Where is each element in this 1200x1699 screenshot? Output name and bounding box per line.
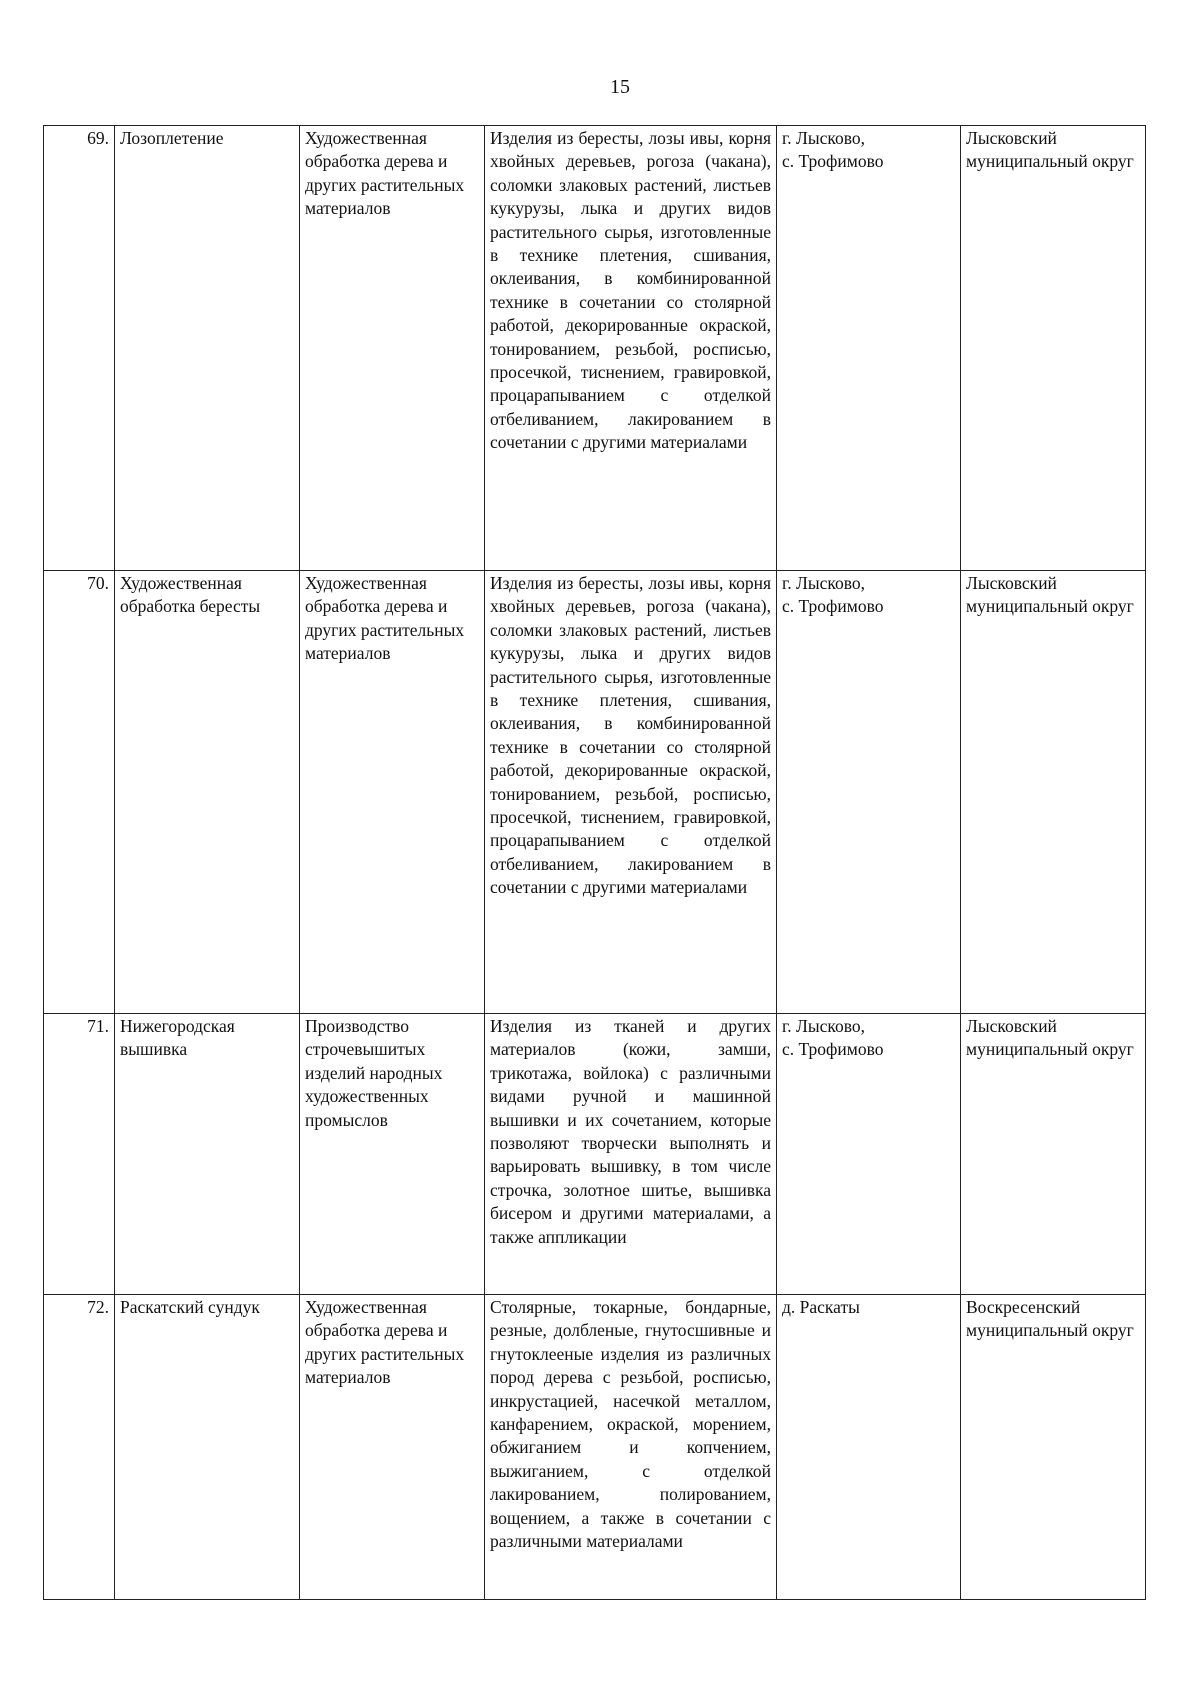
craft-name: Нижегородская вышивка bbox=[115, 1014, 300, 1295]
table-row bbox=[44, 571, 1146, 1014]
craft-type: Художественная обработка дерева и других растительных материалов bbox=[300, 1295, 485, 1600]
municipality: Лысковский муниципальный округ bbox=[961, 1014, 1146, 1295]
table-row bbox=[44, 126, 1146, 571]
table-row bbox=[44, 1295, 1146, 1600]
craft-type: Художественная обработка дерева и других растительных материалов bbox=[300, 571, 485, 1014]
place-line: г. Лысково, bbox=[782, 128, 865, 148]
craft-description: Изделия из тканей и других материалов (кожи, замши, трикотажа, войлока) с различными видами ручной и машинной вышивки и их сочетанием, которые позволяют творчески выполнять и варьировать вышивку, в том числе строчка, золотное шитье, вышивка бисером и другими материалами, а также аппликации bbox=[485, 1014, 777, 1295]
craft-name: Раскатский сундук bbox=[115, 1295, 300, 1600]
craft-description: Столярные, токарные, бондарные, резные, долбленые, гнутосшивные и гнутоклееные изделия из различных пород дерева с резьбой, росписью, инкрустацией, насечкой металлом, канфарением, окраской, морением, обжиганием и копчением, выжиганием, с отделкой лакированием, полированием, вощением, а также в сочетании с различными материалами bbox=[485, 1295, 777, 1600]
place-line: с. Трофимово bbox=[782, 596, 884, 617]
craft-name: Художественная обработка бересты bbox=[115, 571, 300, 1014]
craft-description: Изделия из бересты, лозы ивы, корня хвойных деревьев, рогоза (чакана), соломки злаковых растений, листьев кукурузы, лыка и других видов растительного сырья, изготовленные в технике плетения, сшивания, оклеивания, в комбинированной технике в сочетании со столярной работой, декорированные окраской, тонированием, резьбой, росписью, просечкой, тиснением, гравировкой, процарапыванием с отделкой отбеливанием, лакированием в сочетании с другими материалами bbox=[485, 126, 777, 571]
craft-type: Производство строчевышитых изделий народных художественных промыслов bbox=[300, 1014, 485, 1295]
table-row bbox=[44, 1014, 1146, 1295]
place-line: г. Лысково, bbox=[782, 573, 865, 593]
page-number: 15 bbox=[610, 76, 630, 98]
craft-place: д. Раскаты bbox=[777, 1295, 961, 1600]
municipality: Лысковский муниципальный округ bbox=[961, 571, 1146, 1014]
place-line: г. Лысково, bbox=[782, 1016, 865, 1036]
craft-type: Художественная обработка дерева и других растительных материалов bbox=[300, 126, 485, 571]
municipality: Лысковский муниципальный округ bbox=[961, 126, 1146, 571]
craft-description: Изделия из бересты, лозы ивы, корня хвойных деревьев, рогоза (чакана), соломки злаковых растений, листьев кукурузы, лыка и других видов растительного сырья, изготовленные в технике плетения, сшивания, оклеивания, в комбинированной технике в сочетании со столярной работой, декорированные окраской, тонированием, резьбой, росписью, просечкой, тиснением, гравировкой, процарапыванием с отделкой отбеливанием, лакированием в сочетании с другими материалами bbox=[485, 571, 777, 1014]
place-line: с. Трофимово bbox=[782, 1039, 884, 1060]
row-number: 69. bbox=[44, 126, 115, 571]
craft-place bbox=[777, 1014, 961, 1295]
craft-place bbox=[777, 126, 961, 571]
row-number: 70. bbox=[44, 571, 115, 1014]
crafts-registry-table bbox=[43, 125, 1146, 1600]
municipality: Воскресенский муниципальный округ bbox=[961, 1295, 1146, 1600]
place-line: с. Трофимово bbox=[782, 151, 884, 172]
row-number: 71. bbox=[44, 1014, 115, 1295]
row-number: 72. bbox=[44, 1295, 115, 1600]
craft-name: Лозоплетение bbox=[115, 126, 300, 571]
craft-place bbox=[777, 571, 961, 1014]
